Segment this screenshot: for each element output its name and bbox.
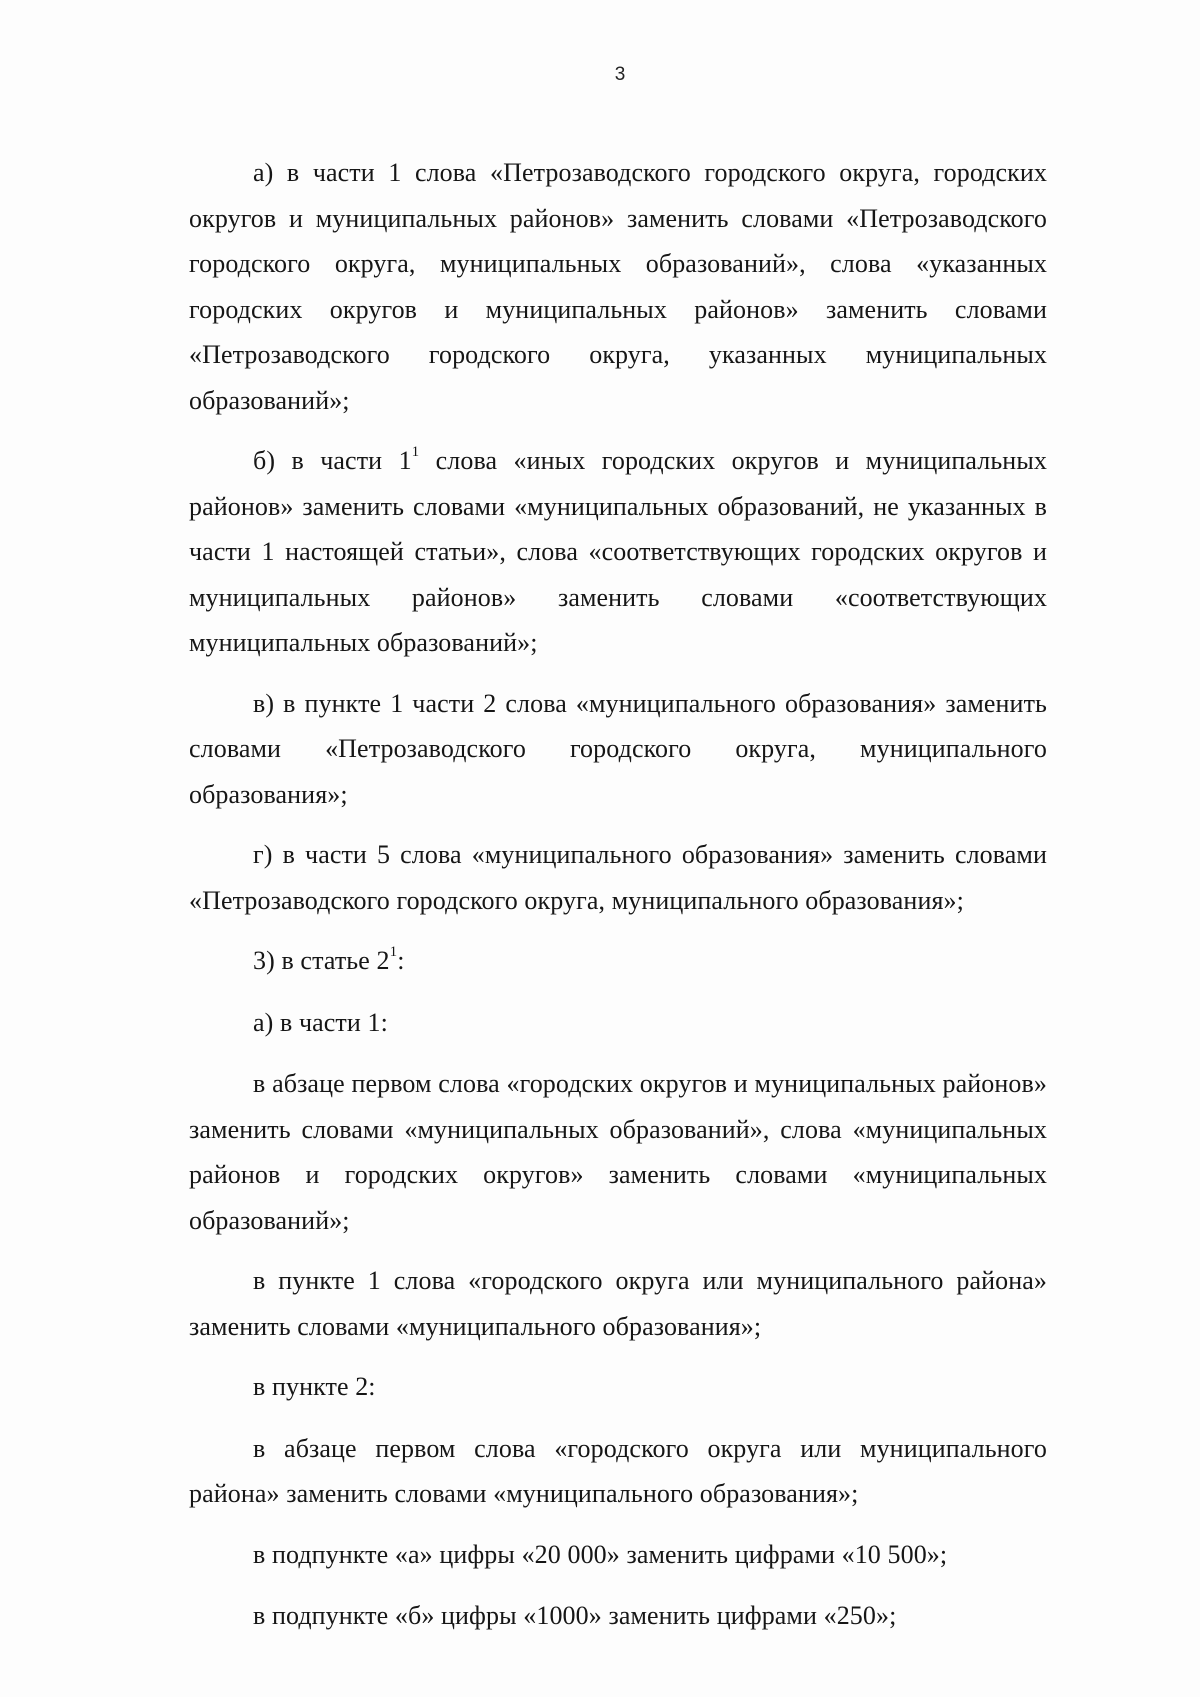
paragraph-text: г) в части 5 слова «муниципального образования» заменить словами «Петрозаводского городского округа, муниципального образования»;: [189, 840, 1047, 915]
superscript: 1: [389, 944, 398, 961]
paragraph-text: слова «иных городских округов и муниципальных районов» заменить словами «муниципальных образований, не указанных в части 1 настоящей статьи», слова «соответствующих городских округов и муниципальных районов» заменить словами «соответствующих муниципальных образований»;: [189, 446, 1047, 657]
paragraph-text: в пункте 1 слова «городского округа или муниципального района» заменить словами «муниципального образования»;: [189, 1266, 1047, 1341]
superscript: 1: [411, 444, 420, 461]
paragraph-point-1: [189, 1258, 1047, 1349]
document-body: [189, 150, 1047, 1655]
paragraph-b-part-1-1: [189, 438, 1047, 666]
paragraph-text: 3) в статье 2: [253, 946, 390, 975]
paragraph-text: б) в части 1: [253, 446, 412, 475]
paragraph-article-2-1: [189, 938, 1047, 984]
paragraph-point-2-heading: [189, 1364, 1047, 1410]
paragraph-text: :: [397, 946, 405, 975]
paragraph-subpoint-a: [189, 1532, 1047, 1578]
paragraph-text: в абзаце первом слова «городского округа или муниципального района» заменить словами «муниципального образования»;: [189, 1433, 1047, 1508]
paragraph-subpoint-b: [189, 1593, 1047, 1639]
paragraph-v-part-2: [189, 681, 1047, 818]
paragraph-text: в абзаце первом слова «городских округов и муниципальных районов» заменить словами «муниципальных образований», слова «муниципальных районов и городских округов» заменить словами «муниципальных образований»;: [189, 1069, 1047, 1235]
paragraph-a-part-1: [189, 150, 1047, 423]
paragraph-text: в) в пункте 1 части 2 слова «муниципального образования» заменить словами «Петрозаводского городского округа, муниципального образования»;: [189, 688, 1047, 809]
paragraph-first-abzac: [189, 1061, 1047, 1243]
paragraph-text: в подпункте «б» цифры «1000» заменить цифрами «250»;: [253, 1601, 897, 1630]
paragraph-g-part-5: [189, 832, 1047, 923]
paragraph-a-part-1-heading: [189, 1000, 1047, 1046]
paragraph-text: в пункте 2:: [253, 1372, 376, 1401]
page-number: 3: [614, 64, 626, 85]
paragraph-point-2-first-abzac: [189, 1426, 1047, 1517]
paragraph-text: в подпункте «а» цифры «20 000» заменить цифрами «10 500»;: [253, 1539, 948, 1569]
paragraph-text: а) в части 1:: [253, 1007, 388, 1037]
paragraph-text: а) в части 1 слова «Петрозаводского городского округа, городских округов и муниципальных районов» заменить словами «Петрозаводского городского округа, муниципальных образований», слова «указанных городских округов и муниципальных районов» заменить словами «Петрозаводского городского округа, указанных муниципальных образований»;: [189, 158, 1047, 415]
